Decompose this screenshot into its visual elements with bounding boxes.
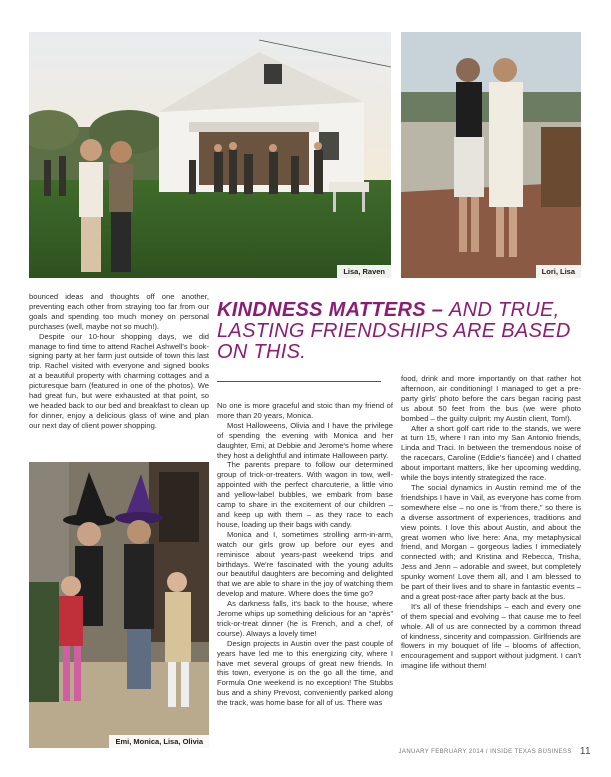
friends-image [401,32,581,278]
article-headline [217,300,593,363]
right-text-column [401,374,581,671]
page-footer [399,746,591,757]
paragraph: The social dynamics in Austin remind me of the friendships I have in Vail, as everyone has come from somewhere else – no one is “from there,” so there is a diverse assortment of experiences, traditions and view points. I love this about Austin, and about the great women who live here: Ana, my metaphysical friend, and Morgan – gorgeous ladies I immediately connected with; and Kristina and Rebecca, Trisha, Jess and Jenn – adorable and sweet, but completely spunky women! Love them all, and I am blessed to be part of their lives and to share in fantastic events – and a great post-race after party back at the bus. [401,482,581,601]
headline-rest: AND TRUE, LASTING FRIENDSHIPS ARE BASED ON THIS. [217,299,571,363]
issue-date: JANUARY FEBRUARY 2014 [398,749,484,755]
halloween-photo-caption: Emi, Monica, Lisa, Olivia [109,735,209,748]
halloween-image [29,462,209,748]
paragraph: After a short golf cart ride to the stands, we were at turn 15, where I ran into my San Antonio friends, Linda and Traci. In between the tremendous noise of the racecars, Caroline (Eddie's fiancée) and I chatted about important matters, like her upcoming wedding, while the boys intently strategized the race. [401,423,581,483]
footer-separator: / [485,749,488,755]
headline-divider [217,381,381,382]
middle-text-column [217,401,393,708]
barn-party-photo [29,32,391,278]
paragraph: food, drink and more importantly on that rather hot afternoon, air conditioning! I managed to get a pre-party girls' photo before the cars began racing past us about 50 feet from the bus (we were photo bombed – the guilty culprit: my Austin client, Tom!). [401,374,581,423]
paragraph: bounced ideas and thoughts off one another, preventing each other from straying too far from our goals and spending too much money on personal purchases (well, maybe not so much!). [29,292,209,331]
barn-party-image [29,32,391,278]
paragraph: As darkness falls, it's back to the house, where Jerome whips up something delicious for an “après” trick-or-treat dinner (he is French, and a chef, of course). Always a lovely time! [217,599,393,638]
paragraph: The parents prepare to follow our determined group of trick-or-treaters. With wagon in tow, well-appointed with the perfect charcuterie, a little vino and yellow-label bubbles, we embark from base camp to share in the excitement of our children – and keep up with them – as they race to each house, loading up their bags with candy. [217,460,393,529]
page-number: 11 [579,746,591,757]
magazine-name: INSIDE TEXAS BUSINESS [490,749,572,755]
friends-photo-caption: Lori, Lisa [536,265,581,278]
paragraph: Monica and I, sometimes strolling arm-in-arm, watch our girls grow up before our eyes and reminisce about years-past weekend trips and birthdays. We're fascinated with the young adults our beautiful daughters are becoming and delighted that we are able to share in the joy of watching them develop and mature. Where does the time go? [217,529,393,599]
headline-emphasis: KINDNESS MATTERS – [217,299,450,321]
left-text-column [29,292,209,431]
halloween-photo [29,462,209,748]
paragraph: Despite our 10-hour shopping days, we did manage to find time to attend Rachel Ashwell's book-signing party at her farm just outside of town this last trip. Rachel visited with everyone and signed books at a beautiful property with charming cottages and a picturesque barn (featured in one of the photos). We had great fun, but were exhausted at that point, so we headed back to our bed and breakfast to clean up for dinner, enjoy a delicious glass of wine and plan our next day of client power shopping. [29,331,209,430]
paragraph: No one is more graceful and stoic than my friend of more than 20 years, Monica. [217,401,393,420]
paragraph: It's all of these friendships – each and every one of them special and evolving – that cause me to feel whole. All of us are connected by a common thread of kindness, sincerity and compassion. Girlfriends are flowers in my bouquet of life – blooms of affection, encouragement and support without judgment. I can't imagine life without them! [401,601,581,671]
friends-photo [401,32,581,278]
paragraph: Most Halloweens, Olivia and I have the privilege of spending the evening with Monica and her daughter, Emi, at Debbie and Jerome's home where they host a delightful and intimate Halloween party. [217,420,393,460]
barn-photo-caption: Lisa, Raven [337,265,391,278]
paragraph: Design projects in Austin over the past couple of years have led me to this energizing city, where I have met several groups of great new friends. In this town, everyone is on the go all the time, and Formula One weekend is no exception! The Stubbs bus and a shiny Prevost, conveniently parked along the track, was home base for all of us. There was [217,638,393,708]
